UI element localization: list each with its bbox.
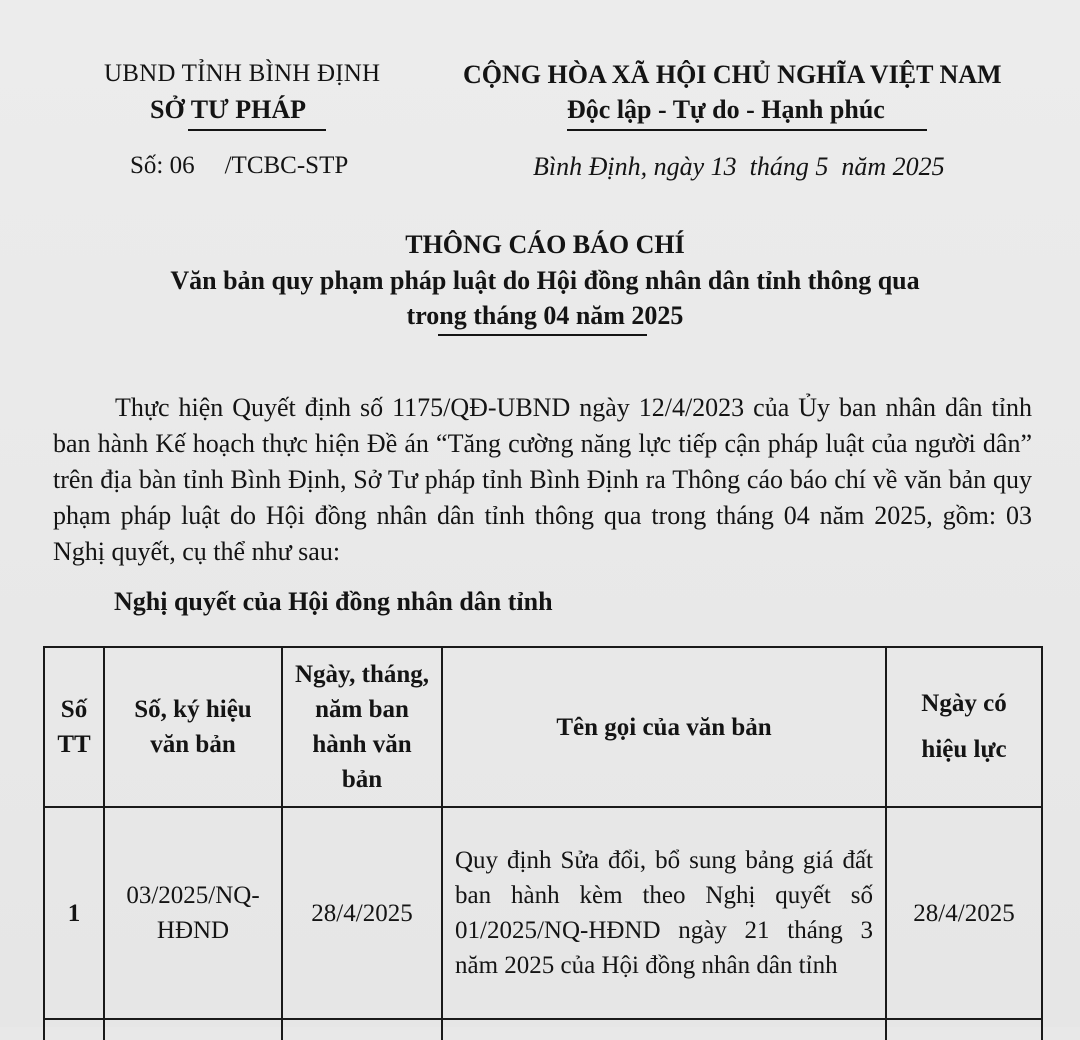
table-row <box>44 807 1042 1019</box>
title-underline <box>438 334 647 336</box>
header-name: Tên gọi của văn bản <box>442 647 886 807</box>
section-heading: Nghị quyết của Hội đồng nhân dân tỉnh <box>114 587 553 616</box>
table-header-row <box>44 647 1042 807</box>
document-number-suffix: /TCBC-STP <box>224 152 349 179</box>
document-number <box>130 152 348 180</box>
resolutions-table <box>43 646 1043 1040</box>
header-stt: Số TT <box>44 647 104 807</box>
intro-paragraph: Thực hiện Quyết định số 1175/QĐ-UBND ngày 12/4/2023 của Ủy ban nhân dân tỉnh ban hành Kế hoạch thực hiện Đề án “Tăng cường năng lực tiếp cận pháp luật của người dân” trên địa bàn tỉnh Bình Định, Sở Tư pháp tỉnh Bình Định ra Thông cáo báo chí về văn bản quy phạm pháp luật do Hội đồng nhân dân tỉnh thông qua trong tháng 04 năm 2025, gồm: 03 Nghị quyết, cụ thể như sau: <box>53 393 1032 566</box>
cell-name: Quy định Sửa đổi, bổ sung bảng giá đất ban hành kèm theo Nghị quyết số 01/2025/NQ-HĐND ngày 21 tháng 3 năm 2025 của Hội đồng nhân dân tỉnh <box>442 807 886 1019</box>
cell-issue-date: 28/4/2025 <box>282 807 442 1019</box>
place-and-date: Bình Định, ngày 13 tháng 5 năm 2025 <box>533 152 945 181</box>
document-title: THÔNG CÁO BÁO CHÍ <box>405 230 685 259</box>
document-number-value: 06 <box>169 152 195 179</box>
cell-stt: 1 <box>44 807 104 1019</box>
agency-parent: UBND TỈNH BÌNH ĐỊNH <box>104 60 381 87</box>
document-subtitle: Văn bản quy phạm pháp luật do Hội đồng nhân dân tỉnh thông qua <box>170 266 920 295</box>
national-title: CỘNG HÒA XÃ HỘI CHỦ NGHĨA VIỆT NAM <box>463 60 1002 89</box>
table-row-partial <box>44 1019 1042 1040</box>
motto-underline <box>567 129 927 131</box>
agency-department: SỞ TƯ PHÁP <box>150 95 307 124</box>
document-subtitle-period: trong tháng 04 năm 2025 <box>406 301 684 330</box>
header-symbol: Số, ký hiệu văn bản <box>104 647 282 807</box>
document-number-label: Số: <box>130 152 164 179</box>
cell-effective: 28/4/2025 <box>886 807 1042 1019</box>
national-motto: Độc lập - Tự do - Hạnh phúc <box>567 95 885 124</box>
header-issue-date: Ngày, tháng, năm ban hành văn bản <box>282 647 442 807</box>
cell-symbol: 03/2025/NQ-HĐND <box>104 807 282 1019</box>
header-effective: Ngày có hiệu lực <box>886 647 1042 807</box>
department-underline <box>188 129 326 131</box>
